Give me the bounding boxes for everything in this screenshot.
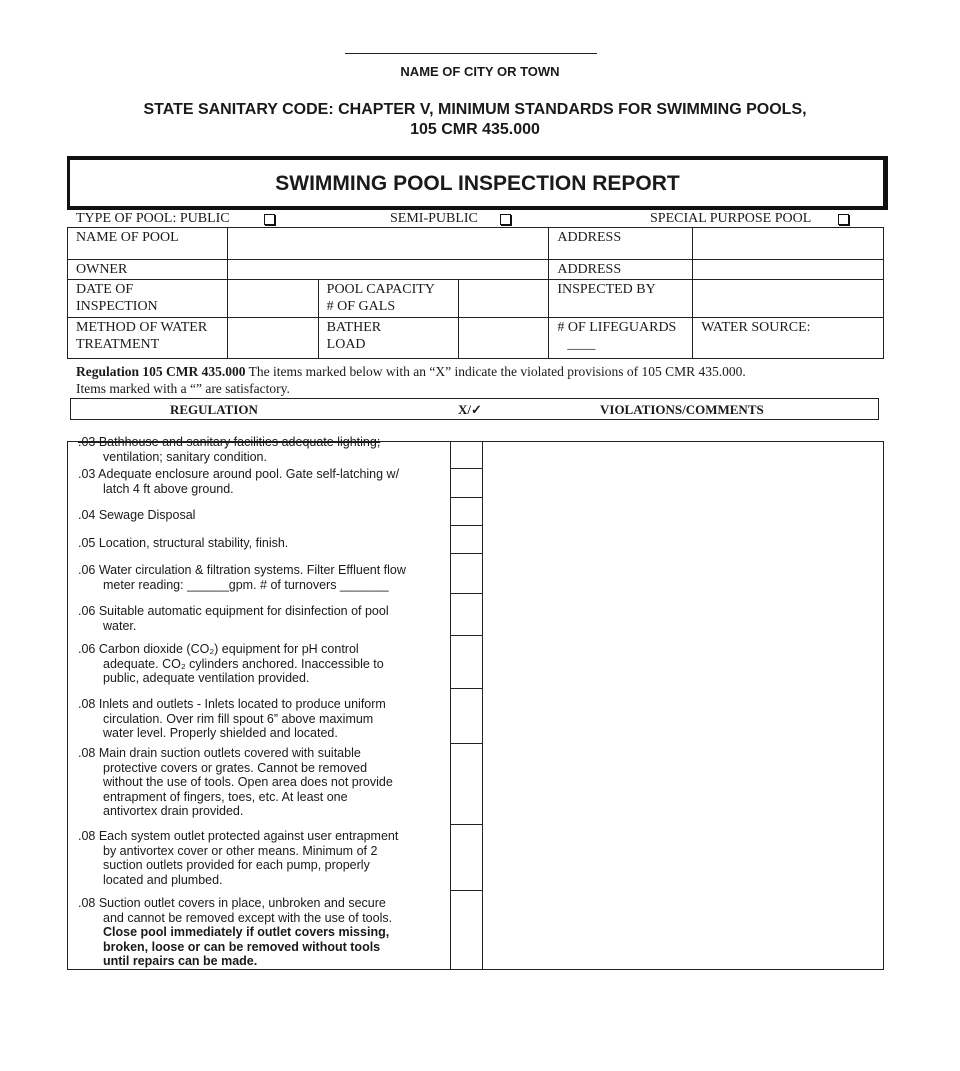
pool-type-semi-public-label: SEMI-PUBLIC (390, 211, 478, 226)
owner-label: OWNER (68, 260, 228, 280)
checklist-item: .08 Suction outlet covers in place, unbroken and secure and cannot be removed except with the use of tools. Close pool immediately if outlet covers missing, broken, loose or can be removed without tools until repairs can be made. (78, 896, 438, 969)
pool-type-special-label: SPECIAL PURPOSE POOL (650, 211, 812, 226)
mark-column-header: X/✓ (458, 402, 482, 417)
inspected-by-field[interactable] (693, 280, 884, 318)
owner-address-field[interactable] (693, 260, 884, 280)
checklist-item: .04 Sewage Disposal (78, 508, 196, 522)
date-of-inspection-label: DATE OF INSPECTION (68, 280, 228, 318)
pool-address-field[interactable] (693, 228, 884, 260)
checklist-item: .03 Bathhouse and sanitary facilities adequate lighting; ventilation; sanitary condition. (78, 435, 381, 464)
comments-column-header: VIOLATIONS/COMMENTS (600, 402, 764, 417)
mark-cell-divider (450, 635, 482, 636)
bather-load-field[interactable] (458, 318, 549, 359)
close-pool-warning: Close pool immediately if outlet covers missing, (103, 925, 390, 940)
regulation-column-header: REGULATION (170, 402, 258, 417)
regulation-note (76, 363, 896, 397)
owner-address-label: ADDRESS (549, 260, 693, 280)
checklist-item: .06 Water circulation & filtration systems. Filter Effluent flow meter reading: ______gpm. # of turnovers _______ (78, 563, 406, 592)
town-signature-line (345, 53, 597, 54)
owner-field[interactable] (227, 260, 548, 280)
checklist-item: .06 Carbon dioxide (CO₂) equipment for pH control adequate. CO₂ cylinders anchored. Inaccessible to public, adequate ventilation provided. (78, 642, 384, 686)
method-of-water-treatment-field[interactable] (227, 318, 318, 359)
pool-info-table (67, 227, 884, 359)
water-source-label[interactable]: WATER SOURCE: (693, 318, 884, 359)
bather-load-label: BATHER LOAD (318, 318, 458, 359)
mark-cell-divider (450, 553, 482, 554)
mark-column-right-border (482, 441, 483, 970)
mark-cell-divider (450, 468, 482, 469)
date-of-inspection-field[interactable] (227, 280, 318, 318)
inspected-by-label: INSPECTED BY (549, 280, 693, 318)
mark-cell-divider (450, 688, 482, 689)
checklist-item: .08 Inlets and outlets - Inlets located to produce uniform circulation. Over rim fill spout 6” above maximum water level. Properly shielded and located. (78, 697, 386, 741)
code-title-line2: 105 CMR 435.000 (410, 121, 540, 138)
checklist-item: .06 Suitable automatic equipment for disinfection of pool water. (78, 604, 389, 633)
mark-cell-divider (450, 525, 482, 526)
regulation-note-text: The items marked below with an “X” indicate the violated provisions of 105 CMR 435.000. (245, 364, 746, 379)
mark-cell-divider (450, 743, 482, 744)
regulation-note-bold: Regulation 105 CMR 435.000 (76, 364, 246, 379)
pool-capacity-label: POOL CAPACITY # OF GALS (318, 280, 458, 318)
checklist-item: .08 Each system outlet protected against user entrapment by antivortex cover or other means. Minimum of 2 suction outlets provided for each pump, properly located and plumbed. (78, 829, 399, 887)
checklist-item: .05 Location, structural stability, finish. (78, 536, 289, 550)
town-label: NAME OF CITY OR TOWN (400, 64, 560, 79)
mark-cell-divider (450, 497, 482, 498)
code-title (80, 100, 870, 140)
lifeguards-blank: ____ (567, 337, 596, 352)
report-title: SWIMMING POOL INSPECTION REPORT (275, 172, 680, 195)
method-of-water-treatment-label: METHOD OF WATER TREATMENT (68, 318, 228, 359)
pool-type-public-label: TYPE OF POOL: PUBLIC (76, 211, 230, 226)
regulation-note-line2: Items marked with a “” are satisfactory. (76, 381, 290, 396)
name-of-pool-field[interactable] (227, 228, 548, 260)
mark-cell-divider (450, 593, 482, 594)
pool-address-label: ADDRESS (549, 228, 693, 260)
mark-cell-divider (450, 824, 482, 825)
lifeguards-label: # OF LIFEGUARDS ____ (549, 318, 693, 359)
checklist-item: .03 Adequate enclosure around pool. Gate self-latching w/ latch 4 ft above ground. (78, 467, 400, 496)
pool-capacity-field[interactable] (458, 280, 549, 318)
checklist-item: .08 Main drain suction outlets covered with suitable protective covers or grates. Cannot be removed without the use of tools. Open area does not provide entrapment of fingers, toes, etc. At least one antivortex drain provided. (78, 746, 393, 819)
name-of-pool-label: NAME OF POOL (68, 228, 228, 260)
code-title-line1: STATE SANITARY CODE: CHAPTER V, MINIMUM STANDARDS FOR SWIMMING POOLS, (143, 101, 807, 118)
mark-cell-divider (450, 890, 482, 891)
